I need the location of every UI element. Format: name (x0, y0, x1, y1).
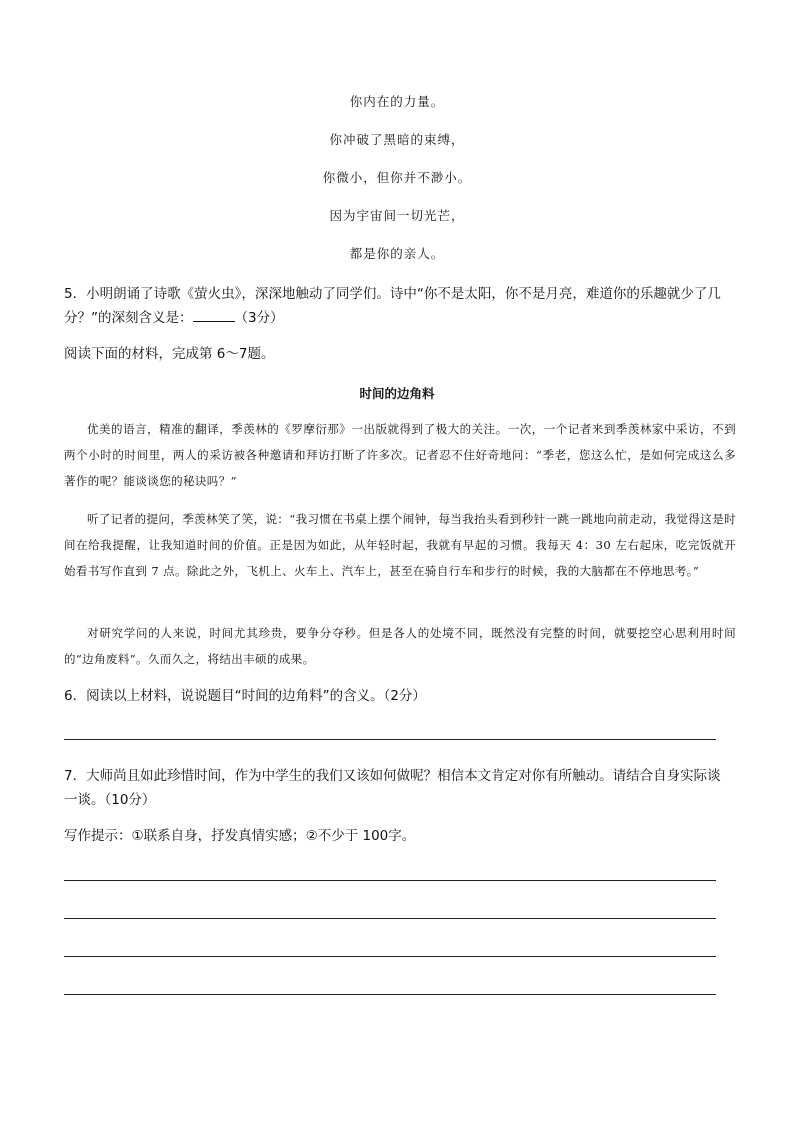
question-5-score: （3分） (234, 310, 284, 326)
poem-line: 你冲破了黑暗的束缚， (329, 132, 465, 147)
poem-line: 都是你的亲人。 (349, 246, 445, 261)
answer-line[interactable] (64, 956, 716, 957)
question-7: 7．大师尚且如此珍惜时间，作为中学生的我们又该如何做呢？相信本文肯定对你有所触动。请结合自身实际谈一谈。（10分） (64, 768, 721, 808)
poem-line: 你内在的力量。 (349, 94, 445, 109)
question-5 (64, 282, 728, 330)
answer-blank[interactable] (193, 307, 235, 322)
reading-instruction: 阅读下面的材料，完成第 6～7题。 (64, 346, 275, 362)
answer-line[interactable] (64, 918, 716, 919)
article-paragraph: 对研究学问的人来说，时间尤其珍贵，要争分夺秒。但是各人的处境不同，既然没有完整的时间，就要挖空心思利用时间的“边角废料”。久而久之，将结出丰硕的成果。 (64, 626, 736, 666)
answer-line[interactable] (64, 739, 716, 740)
article-title: 时间的边角料 (359, 386, 435, 401)
article-paragraph: 听了记者的提问，季羡林笑了笑，说：“我习惯在书桌上摆个闹钟，每当我抬头看到秒针一跳一跳地向前走动，我觉得这是时间在给我提醒，让我知道时间的价值。正是因为如此，从年轻时起，我就有早起的习惯。我每天 4：30 左右起床，吃完饭就开始看书写作直到 7 点。除此之外，飞机上、火车上、汽车上，甚至在骑自行车和步行的时候，我的大脑都在不停地思考。” (64, 512, 736, 578)
answer-line[interactable] (64, 880, 716, 881)
question-6: 6．阅读以上材料，说说题目“时间的边角料”的含义。（2分） (64, 688, 426, 704)
poem-line: 因为宇宙间一切光芒， (329, 208, 465, 223)
answer-line[interactable] (64, 994, 716, 995)
writing-tip: 写作提示：①联系自身，抒发真情实感；②不少于 100字。 (64, 828, 416, 844)
question-5-text: 5．小明朗诵了诗歌《萤火虫》，深深地触动了同学们。诗中“你不是太阳，你不是月亮，难道你的乐趣就少了几分？”的深刻含义是： (64, 286, 721, 326)
poem-line: 你微小，但你并不渺小。 (322, 170, 472, 185)
article-paragraph: 优美的语言，精准的翻译，季羡林的《罗摩衍那》一出版就得到了极大的关注。一次，一个记者来到季羡林家中采访，不到两个小时的时间里，两人的采访被各种邀请和拜访打断了许多次。记者忍不住好奇地问：“季老，您这么忙，是如何完成这么多著作的呢？能谈谈您的秘诀吗？” (64, 422, 736, 488)
